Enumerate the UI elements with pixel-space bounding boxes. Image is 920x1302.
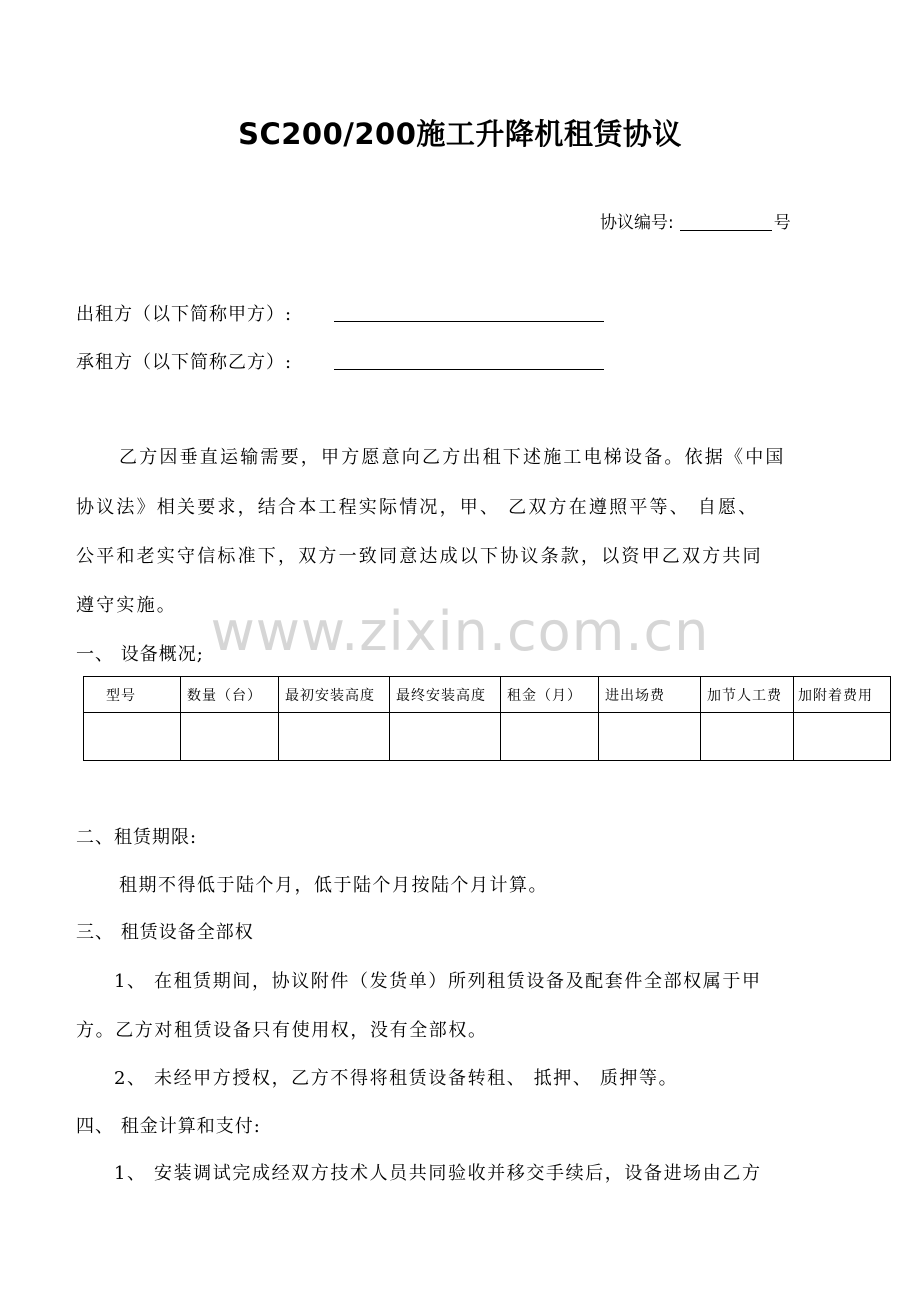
table-header-cell: 型号 [84,677,181,713]
section-4-title: 四、 租金计算和支付: [76,1116,261,1137]
table-header-cell: 加附着费用 [794,677,891,713]
intro-line-2: 协议法》相关要求，结合本工程实际情况，甲、 乙双方在遵照平等、 自愿、 [76,497,759,518]
section-3-item-1-line-1: 1、 在租赁期间，协议附件（发货单）所列租赁设备及配套件全部权属于甲 [114,971,762,992]
table-cell[interactable] [279,713,390,761]
table-cell[interactable] [181,713,279,761]
intro-line-3: 公平和老实守信标准下，双方一致同意达成以下协议条款，以资甲乙双方共同 [76,546,763,567]
lessee-label: 承租方（以下简称乙方）: [76,352,293,373]
table-header-cell: 租金（月） [501,677,599,713]
table-cell[interactable] [501,713,599,761]
section-3-item-2: 2、 未经甲方授权，乙方不得将租赁设备转租、 抵押、 质押等。 [114,1068,679,1089]
table-header-cell: 加节人工费 [701,677,794,713]
table-row [84,713,891,761]
lessee-line [76,348,616,374]
section-2-text: 租期不得低于陆个月，低于陆个月按陆个月计算。 [119,875,548,896]
table-cell[interactable] [599,713,701,761]
table-header-row [84,677,891,713]
table-header-cell: 进出场费 [599,677,701,713]
table-header-cell: 最初安装高度 [279,677,390,713]
section-3-title: 三、 租赁设备全部权 [76,922,254,943]
section-3-item-1-line-2: 方。乙方对租赁设备只有使用权，没有全部权。 [76,1020,488,1041]
watermark: www.zixin.com.cn [210,600,710,663]
agreement-number-suffix: 号 [773,213,791,233]
equipment-table [83,676,891,761]
table-cell[interactable] [701,713,794,761]
agreement-number-blank [680,212,772,231]
section-1-title: 一、 设备概况; [76,644,204,665]
lessee-blank [334,369,604,370]
section-4-item-1-line-1: 1、 安装调试完成经双方技术人员共同验收并移交手续后，设备进场由乙方 [114,1163,762,1184]
section-2-title: 二、租赁期限: [76,827,198,848]
agreement-number [600,208,791,233]
lessor-label: 出租方（以下简称甲方）: [76,304,293,325]
table-header-cell: 数量（台） [181,677,279,713]
table-cell[interactable] [84,713,181,761]
agreement-number-label: 协议编号: [600,213,674,233]
document-title: SC200/200施工升降机租赁协议 [238,117,682,151]
table-header-cell: 最终安装高度 [390,677,501,713]
lessor-blank [334,321,604,322]
table-cell[interactable] [794,713,891,761]
intro-line-1: 乙方因垂直运输需要，甲方愿意向乙方出租下述施工电梯设备。依据《中国 [119,447,786,468]
table-cell[interactable] [390,713,501,761]
intro-line-4: 遵守实施。 [76,595,177,616]
lessor-line [76,300,616,326]
